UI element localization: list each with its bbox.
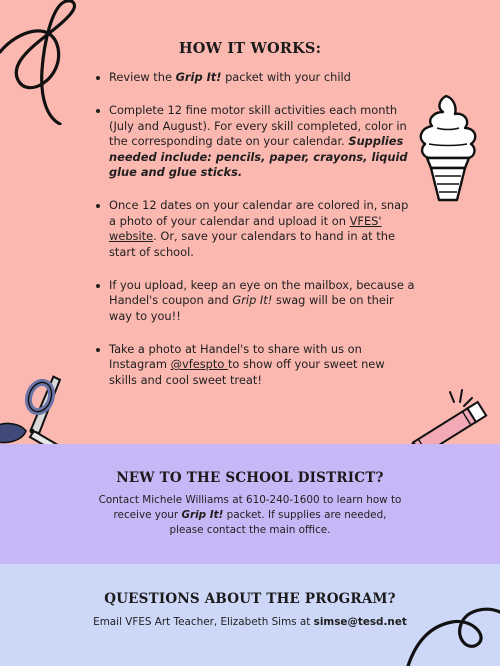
how-it-works-title: HOW IT WORKS:: [178, 40, 322, 57]
vfes-website-link[interactable]: VFES' website: [109, 213, 382, 243]
questions-body: Email VFES Art Teacher, Elizabeth Sims at simse@tesd.net: [93, 616, 407, 628]
supplies-text: Supplies needed include: pencils, paper, crayons, liquid glue and glue sticks.: [109, 134, 408, 179]
squiggle-icon: [0, 0, 85, 125]
grip-it-text: Grip It!: [175, 70, 222, 84]
instagram-link[interactable]: @vfespto: [170, 357, 228, 371]
grip-it-text: Grip It!: [232, 293, 273, 307]
questions-title: QUESTIONS ABOUT THE PROGRAM?: [104, 591, 396, 607]
list-item: If you upload, keep an eye on the mailbox, because a Handel's coupon and Grip It! swag will be on their way to you!!: [95, 278, 415, 325]
new-to-district-title: NEW TO THE SCHOOL DISTRICT?: [116, 470, 384, 486]
list-item: Complete 12 fine motor skill activities each month (July and August). For every skill completed, color in the corresponding date on your calendar. Supplies needed include: pencils, paper, crayons, liquid glue and glue sticks.: [95, 103, 415, 181]
grip-it-text: Grip It!: [181, 509, 224, 521]
list-item: Review the Grip It! packet with your child: [95, 70, 415, 86]
email-link[interactable]: simse@tesd.net: [313, 616, 407, 628]
new-to-district-body: Contact Michele Williams at 610-240-1600 to learn how to receive your Grip It! packet. If supplies are needed, please contact the main office.: [98, 494, 402, 536]
list-item: Take a photo at Handel's to share with us on Instagram @vfespto to show off your sweet new skills and cool sweet treat!: [95, 342, 415, 389]
steps-list: [95, 70, 415, 406]
scissors-icon: [0, 375, 100, 444]
list-item: Once 12 dates on your calendar are colored in, snap a photo of your calendar and upload it on VFES' website. Or, save your calendars to hand in at the start of school.: [95, 198, 415, 260]
ice-cream-cone-icon: [413, 92, 483, 204]
